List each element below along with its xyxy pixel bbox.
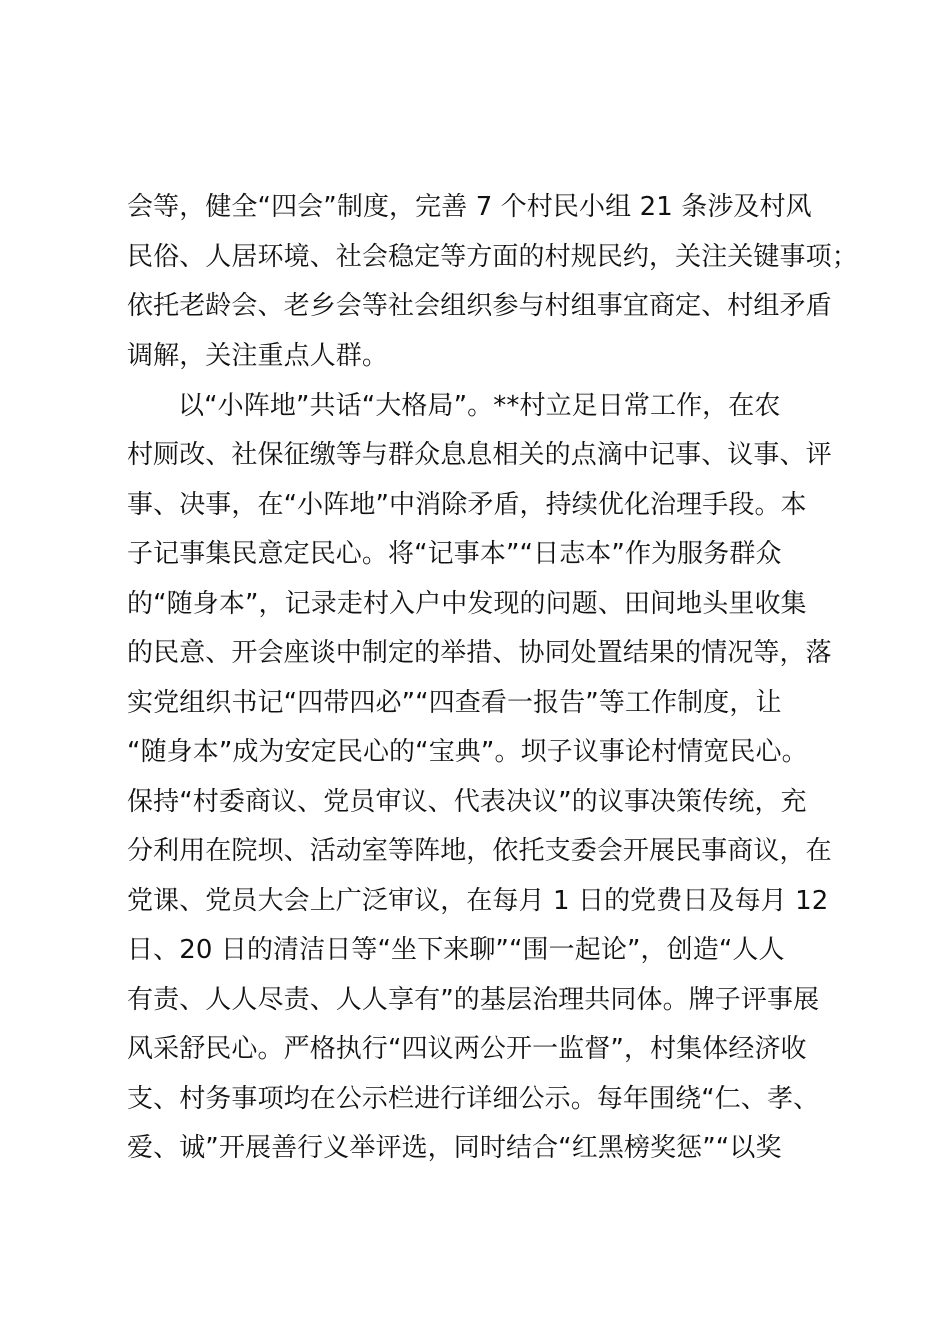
text-line-15: 党课、党员大会上广泛审议，在每月 1 日的党费日及每月 12	[127, 886, 829, 916]
text-line-8: 子记事集民意定民心。将“记事本”“日志本”作为服务群众	[127, 539, 782, 569]
text-line-7: 事、决事，在“小阵地”中消除矛盾，持续优化治理手段。本	[127, 490, 807, 520]
text-line-17: 有责、人人尽责、人人享有”的基层治理共同体。牌子评事展	[127, 985, 820, 1015]
text-line-1: 会等，健全“四会”制度，完善 7 个村民小组 21 条涉及村风	[127, 192, 812, 222]
text-line-9: 的“随身本”，记录走村入户中发现的问题、田间地头里收集	[127, 589, 807, 619]
text-line-14: 分利用在院坝、活动室等阵地，依托支委会开展民事商议，在	[127, 836, 832, 866]
text-line-18: 风采舒民心。严格执行“四议两公开一监督”，村集体经济收	[127, 1034, 807, 1064]
text-line-13: 保持“村委商议、党员审议、代表决议”的议事决策传统，充	[127, 787, 807, 817]
text-line-5: 以“小阵地”共话“大格局”。**村立足日常工作，在农	[178, 391, 781, 421]
text-line-12: “随身本”成为安定民心的“宝典”。坝子议事论村情宽民心。	[127, 737, 808, 767]
text-line-11: 实党组织书记“四带四必”“四查看一报告”等工作制度，让	[127, 688, 782, 718]
text-line-10: 的民意、开会座谈中制定的举措、协同处置结果的情况等，落	[127, 638, 832, 668]
text-line-6: 村厕改、社保征缴等与群众息息相关的点滴中记事、议事、评	[127, 440, 832, 470]
text-line-20: 爱、诚”开展善行义举评选，同时结合“红黑榜奖惩”“以奖	[127, 1133, 782, 1163]
text-line-2: 民俗、人居环境、社会稳定等方面的村规民约，关注关键事项；	[127, 242, 858, 272]
text-line-16: 日、20 日的清洁日等“坐下来聊”“围一起论”，创造“人人	[127, 935, 785, 965]
text-line-3: 依托老龄会、老乡会等社会组织参与村组事宜商定、村组矛盾	[127, 291, 832, 321]
text-line-19: 支、村务事项均在公示栏进行详细公示。每年围绕“仁、孝、	[127, 1084, 820, 1114]
text-line-4: 调解，关注重点人群。	[127, 341, 389, 371]
